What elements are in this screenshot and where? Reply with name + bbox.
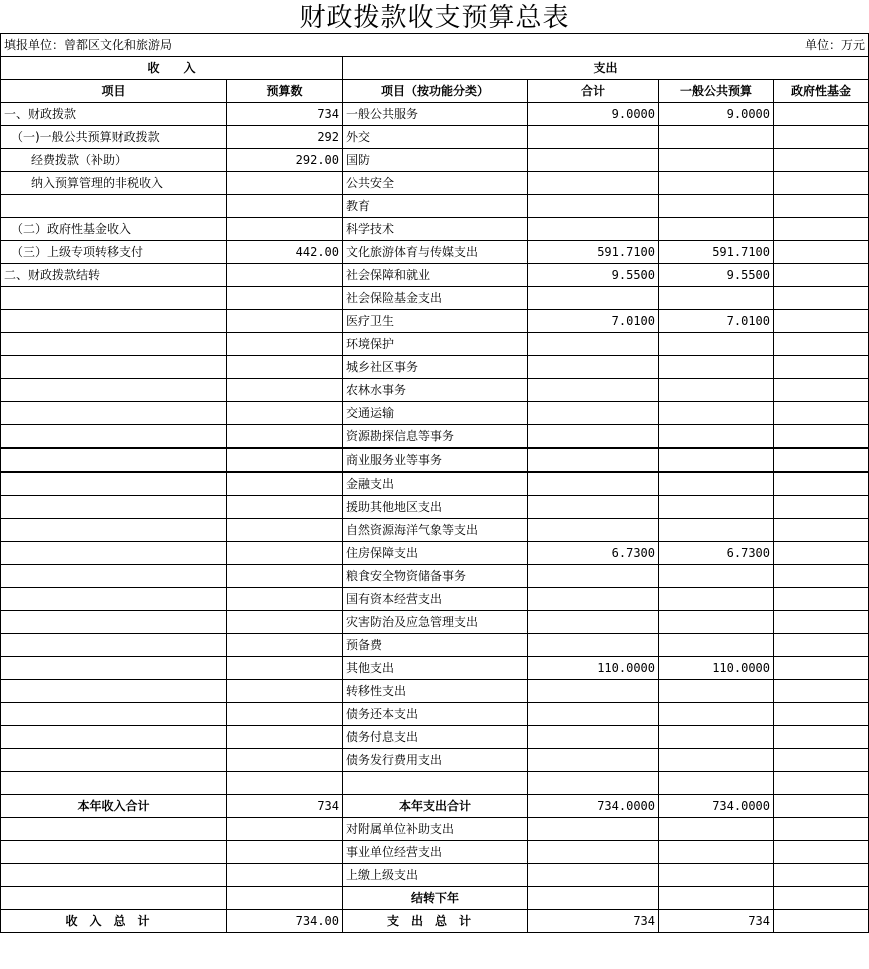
income-value-cell: 734 bbox=[227, 103, 343, 126]
table-row bbox=[1, 749, 869, 772]
income-item-cell bbox=[1, 333, 227, 356]
income-item-cell bbox=[1, 542, 227, 565]
expense-fund-cell bbox=[774, 703, 869, 726]
income-value-cell bbox=[227, 542, 343, 565]
expense-item-cell: 住房保障支出 bbox=[343, 542, 528, 565]
table-row bbox=[1, 611, 869, 634]
column-header-row bbox=[1, 80, 869, 103]
expense-total-cell bbox=[528, 887, 659, 910]
expense-total-cell bbox=[528, 379, 659, 402]
income-value-cell bbox=[227, 657, 343, 680]
expense-general-cell bbox=[659, 496, 774, 519]
expense-total-cell: 9.5500 bbox=[528, 264, 659, 287]
expense-total-cell bbox=[528, 425, 659, 449]
col-header-budget: 预算数 bbox=[227, 80, 343, 103]
expense-general-cell bbox=[659, 772, 774, 795]
expense-total-cell bbox=[528, 496, 659, 519]
year-income-total-label: 本年收入合计 bbox=[1, 795, 227, 818]
expense-item-cell: 科学技术 bbox=[343, 218, 528, 241]
expense-item-cell: 转移性支出 bbox=[343, 680, 528, 703]
income-item-cell bbox=[1, 519, 227, 542]
info-row bbox=[1, 34, 869, 57]
expense-total-cell bbox=[528, 565, 659, 588]
expense-general-cell bbox=[659, 402, 774, 425]
expense-general-cell bbox=[659, 149, 774, 172]
expense-general-cell bbox=[659, 425, 774, 449]
income-value-cell bbox=[227, 519, 343, 542]
expense-general-cell bbox=[659, 726, 774, 749]
income-item-cell: 经费拨款（补助） bbox=[1, 149, 227, 172]
income-value-cell bbox=[227, 864, 343, 887]
expense-fund-cell bbox=[774, 448, 869, 472]
income-item-cell bbox=[1, 287, 227, 310]
table-row bbox=[1, 680, 869, 703]
expense-fund-cell bbox=[774, 379, 869, 402]
income-value-cell: 292.00 bbox=[227, 149, 343, 172]
income-value-cell bbox=[227, 680, 343, 703]
expense-general-cell bbox=[659, 287, 774, 310]
income-item-cell: 纳入预算管理的非税收入 bbox=[1, 172, 227, 195]
expense-total-cell: 7.0100 bbox=[528, 310, 659, 333]
income-value-cell bbox=[227, 356, 343, 379]
expense-total-cell bbox=[528, 126, 659, 149]
expense-total-cell bbox=[528, 864, 659, 887]
table-row bbox=[1, 218, 869, 241]
expense-general-cell bbox=[659, 333, 774, 356]
table-row bbox=[1, 195, 869, 218]
expense-general-cell bbox=[659, 749, 774, 772]
income-item-cell bbox=[1, 402, 227, 425]
table-row bbox=[1, 264, 869, 287]
expense-item-cell: 国有资本经营支出 bbox=[343, 588, 528, 611]
expense-header: 支出 bbox=[343, 57, 869, 80]
expense-fund-cell bbox=[774, 588, 869, 611]
table-row bbox=[1, 402, 869, 425]
table-row bbox=[1, 379, 869, 402]
expense-item-cell: 灾害防治及应急管理支出 bbox=[343, 611, 528, 634]
table-row bbox=[1, 149, 869, 172]
income-item-cell bbox=[1, 841, 227, 864]
income-value-cell bbox=[227, 379, 343, 402]
expense-general-cell bbox=[659, 379, 774, 402]
expense-total-cell: 591.7100 bbox=[528, 241, 659, 264]
income-item-cell bbox=[1, 634, 227, 657]
expense-general-cell bbox=[659, 588, 774, 611]
expense-fund-cell bbox=[774, 103, 869, 126]
expense-item-cell: 事业单位经营支出 bbox=[343, 841, 528, 864]
expense-item-cell: 援助其他地区支出 bbox=[343, 496, 528, 519]
expense-fund-cell bbox=[774, 356, 869, 379]
unit-label: 单位：万元 bbox=[528, 34, 869, 57]
expense-total-cell bbox=[528, 519, 659, 542]
expense-fund-cell bbox=[774, 149, 869, 172]
income-item-cell bbox=[1, 680, 227, 703]
grand-expense-total-value: 734 bbox=[528, 910, 659, 933]
expense-item-cell: 交通运输 bbox=[343, 402, 528, 425]
income-item-cell: （二）政府性基金收入 bbox=[1, 218, 227, 241]
expense-item-cell: 城乡社区事务 bbox=[343, 356, 528, 379]
expense-total-cell bbox=[528, 749, 659, 772]
grand-expense-total-label: 支出总计 bbox=[343, 910, 528, 933]
expense-general-cell bbox=[659, 634, 774, 657]
expense-fund-cell bbox=[774, 425, 869, 449]
expense-general-cell bbox=[659, 887, 774, 910]
expense-general-cell bbox=[659, 680, 774, 703]
table-row bbox=[1, 565, 869, 588]
expense-total-cell bbox=[528, 818, 659, 841]
income-value-cell bbox=[227, 588, 343, 611]
expense-item-cell bbox=[343, 772, 528, 795]
table-row bbox=[1, 126, 869, 149]
expense-general-cell bbox=[659, 195, 774, 218]
expense-general-cell bbox=[659, 611, 774, 634]
expense-fund-cell bbox=[774, 611, 869, 634]
table-row bbox=[1, 356, 869, 379]
expense-fund-cell bbox=[774, 634, 869, 657]
col-header-total: 合计 bbox=[528, 80, 659, 103]
expense-item-cell: 金融支出 bbox=[343, 472, 528, 496]
expense-item-cell: 粮食安全物资储备事务 bbox=[343, 565, 528, 588]
table-row bbox=[1, 703, 869, 726]
table-row bbox=[1, 634, 869, 657]
col-header-expense-item: 项目（按功能分类） bbox=[343, 80, 528, 103]
expense-item-cell: 债务发行费用支出 bbox=[343, 749, 528, 772]
income-item-cell bbox=[1, 772, 227, 795]
income-item-cell bbox=[1, 726, 227, 749]
grand-expense-fund-value bbox=[774, 910, 869, 933]
expense-item-cell: 商业服务业等事务 bbox=[343, 448, 528, 472]
expense-item-cell: 自然资源海洋气象等支出 bbox=[343, 519, 528, 542]
carry-forward-row bbox=[1, 887, 869, 910]
expense-total-cell bbox=[528, 726, 659, 749]
income-item-cell bbox=[1, 310, 227, 333]
expense-total-cell bbox=[528, 611, 659, 634]
col-header-fund: 政府性基金 bbox=[774, 80, 869, 103]
expense-item-cell: 资源勘探信息等事务 bbox=[343, 425, 528, 449]
expense-general-cell bbox=[659, 356, 774, 379]
grand-total-row bbox=[1, 910, 869, 933]
expense-fund-cell bbox=[774, 726, 869, 749]
income-value-cell bbox=[227, 402, 343, 425]
income-item-cell bbox=[1, 496, 227, 519]
income-value-cell bbox=[227, 448, 343, 472]
table-row bbox=[1, 519, 869, 542]
income-item-cell bbox=[1, 887, 227, 910]
income-item-cell bbox=[1, 611, 227, 634]
income-item-cell bbox=[1, 379, 227, 402]
filler-unit: 填报单位：曾都区文化和旅游局 bbox=[1, 34, 528, 57]
year-expense-general-value: 734.0000 bbox=[659, 795, 774, 818]
year-expense-total-label: 本年支出合计 bbox=[343, 795, 528, 818]
expense-general-cell: 9.0000 bbox=[659, 103, 774, 126]
table-row bbox=[1, 172, 869, 195]
table-row bbox=[1, 310, 869, 333]
expense-total-cell bbox=[528, 448, 659, 472]
income-item-cell bbox=[1, 448, 227, 472]
budget-table-body bbox=[1, 34, 869, 933]
expense-item-cell: 外交 bbox=[343, 126, 528, 149]
section-header-row bbox=[1, 57, 869, 80]
expense-general-cell bbox=[659, 448, 774, 472]
income-value-cell bbox=[227, 218, 343, 241]
table-row bbox=[1, 818, 869, 841]
table-row bbox=[1, 657, 869, 680]
income-value-cell bbox=[227, 726, 343, 749]
income-value-cell bbox=[227, 703, 343, 726]
expense-general-cell bbox=[659, 703, 774, 726]
expense-fund-cell bbox=[774, 496, 869, 519]
expense-total-cell bbox=[528, 402, 659, 425]
table-row bbox=[1, 542, 869, 565]
budget-table bbox=[0, 33, 869, 933]
expense-item-cell: 国防 bbox=[343, 149, 528, 172]
income-item-cell bbox=[1, 356, 227, 379]
income-value-cell: 292 bbox=[227, 126, 343, 149]
expense-fund-cell bbox=[774, 542, 869, 565]
year-expense-fund-value bbox=[774, 795, 869, 818]
expense-general-cell bbox=[659, 218, 774, 241]
expense-fund-cell bbox=[774, 402, 869, 425]
expense-item-cell: 环境保护 bbox=[343, 333, 528, 356]
income-item-cell bbox=[1, 749, 227, 772]
expense-fund-cell bbox=[774, 333, 869, 356]
income-item-cell bbox=[1, 565, 227, 588]
expense-total-cell: 110.0000 bbox=[528, 657, 659, 680]
grand-income-total-value: 734.00 bbox=[227, 910, 343, 933]
expense-item-cell: 社会保障和就业 bbox=[343, 264, 528, 287]
expense-total-cell bbox=[528, 172, 659, 195]
year-total-row bbox=[1, 795, 869, 818]
expense-item-cell: 上缴上级支出 bbox=[343, 864, 528, 887]
income-value-cell bbox=[227, 565, 343, 588]
grand-expense-general-value: 734 bbox=[659, 910, 774, 933]
expense-general-cell: 591.7100 bbox=[659, 241, 774, 264]
income-value-cell bbox=[227, 772, 343, 795]
expense-total-cell: 9.0000 bbox=[528, 103, 659, 126]
expense-total-cell bbox=[528, 356, 659, 379]
income-item-cell bbox=[1, 703, 227, 726]
table-row bbox=[1, 448, 869, 472]
expense-total-cell bbox=[528, 333, 659, 356]
expense-general-cell: 6.7300 bbox=[659, 542, 774, 565]
expense-item-cell: 预备费 bbox=[343, 634, 528, 657]
expense-general-cell: 7.0100 bbox=[659, 310, 774, 333]
expense-general-cell bbox=[659, 818, 774, 841]
expense-general-cell bbox=[659, 472, 774, 496]
expense-general-cell bbox=[659, 519, 774, 542]
income-value-cell bbox=[227, 172, 343, 195]
table-row bbox=[1, 472, 869, 496]
income-item-cell bbox=[1, 864, 227, 887]
income-value-cell bbox=[227, 887, 343, 910]
table-row bbox=[1, 103, 869, 126]
table-row bbox=[1, 333, 869, 356]
expense-general-cell: 9.5500 bbox=[659, 264, 774, 287]
expense-fund-cell bbox=[774, 749, 869, 772]
expense-fund-cell bbox=[774, 218, 869, 241]
expense-general-cell bbox=[659, 126, 774, 149]
expense-item-cell: 其他支出 bbox=[343, 657, 528, 680]
table-row bbox=[1, 772, 869, 795]
expense-total-cell bbox=[528, 588, 659, 611]
expense-fund-cell bbox=[774, 657, 869, 680]
expense-general-cell bbox=[659, 864, 774, 887]
page-title: 财政拨款收支预算总表 bbox=[299, 3, 570, 33]
income-value-cell bbox=[227, 841, 343, 864]
income-item-cell bbox=[1, 472, 227, 496]
expense-total-cell bbox=[528, 680, 659, 703]
expense-item-cell: 社会保险基金支出 bbox=[343, 287, 528, 310]
expense-fund-cell bbox=[774, 264, 869, 287]
expense-item-cell: 一般公共服务 bbox=[343, 103, 528, 126]
income-value-cell bbox=[227, 425, 343, 449]
income-value-cell bbox=[227, 310, 343, 333]
expense-fund-cell bbox=[774, 887, 869, 910]
expense-general-cell bbox=[659, 172, 774, 195]
expense-fund-cell bbox=[774, 680, 869, 703]
expense-item-cell: 教育 bbox=[343, 195, 528, 218]
col-header-income-item: 项目 bbox=[1, 80, 227, 103]
year-expense-total-value: 734.0000 bbox=[528, 795, 659, 818]
expense-fund-cell bbox=[774, 195, 869, 218]
income-value-cell bbox=[227, 472, 343, 496]
expense-total-cell bbox=[528, 772, 659, 795]
expense-item-cell: 对附属单位补助支出 bbox=[343, 818, 528, 841]
table-row bbox=[1, 496, 869, 519]
expense-total-cell bbox=[528, 218, 659, 241]
table-row bbox=[1, 726, 869, 749]
expense-fund-cell bbox=[774, 772, 869, 795]
expense-fund-cell bbox=[774, 864, 869, 887]
income-value-cell bbox=[227, 287, 343, 310]
col-header-general: 一般公共预算 bbox=[659, 80, 774, 103]
year-income-total-value: 734 bbox=[227, 795, 343, 818]
income-value-cell bbox=[227, 496, 343, 519]
expense-item-cell: 债务还本支出 bbox=[343, 703, 528, 726]
table-row bbox=[1, 287, 869, 310]
expense-fund-cell bbox=[774, 565, 869, 588]
expense-fund-cell bbox=[774, 126, 869, 149]
expense-total-cell: 6.7300 bbox=[528, 542, 659, 565]
expense-fund-cell bbox=[774, 841, 869, 864]
income-item-cell bbox=[1, 195, 227, 218]
expense-total-cell bbox=[528, 634, 659, 657]
expense-item-cell: 债务付息支出 bbox=[343, 726, 528, 749]
table-row bbox=[1, 588, 869, 611]
expense-fund-cell bbox=[774, 241, 869, 264]
expense-general-cell: 110.0000 bbox=[659, 657, 774, 680]
income-item-cell bbox=[1, 588, 227, 611]
expense-item-cell: 医疗卫生 bbox=[343, 310, 528, 333]
table-row bbox=[1, 841, 869, 864]
table-row bbox=[1, 241, 869, 264]
income-value-cell: 442.00 bbox=[227, 241, 343, 264]
expense-fund-cell bbox=[774, 287, 869, 310]
income-header: 收 入 bbox=[1, 57, 343, 80]
expense-fund-cell bbox=[774, 172, 869, 195]
expense-fund-cell bbox=[774, 519, 869, 542]
table-row bbox=[1, 425, 869, 449]
income-value-cell bbox=[227, 264, 343, 287]
carry-forward-label: 结转下年 bbox=[343, 887, 528, 910]
income-value-cell bbox=[227, 749, 343, 772]
expense-general-cell bbox=[659, 565, 774, 588]
income-item-cell: 二、财政拨款结转 bbox=[1, 264, 227, 287]
income-value-cell bbox=[227, 611, 343, 634]
expense-total-cell bbox=[528, 195, 659, 218]
table-row bbox=[1, 864, 869, 887]
income-item-cell: （一)一般公共预算财政拨款 bbox=[1, 126, 227, 149]
grand-income-total-label: 收入总计 bbox=[1, 910, 227, 933]
expense-general-cell bbox=[659, 841, 774, 864]
expense-item-cell: 公共安全 bbox=[343, 172, 528, 195]
expense-total-cell bbox=[528, 287, 659, 310]
expense-total-cell bbox=[528, 703, 659, 726]
expense-total-cell bbox=[528, 472, 659, 496]
expense-fund-cell bbox=[774, 310, 869, 333]
income-item-cell bbox=[1, 425, 227, 449]
income-value-cell bbox=[227, 195, 343, 218]
expense-item-cell: 文化旅游体育与传媒支出 bbox=[343, 241, 528, 264]
expense-item-cell: 农林水事务 bbox=[343, 379, 528, 402]
income-item-cell: 一、财政拨款 bbox=[1, 103, 227, 126]
income-item-cell bbox=[1, 818, 227, 841]
expense-total-cell bbox=[528, 149, 659, 172]
expense-total-cell bbox=[528, 841, 659, 864]
income-value-cell bbox=[227, 634, 343, 657]
income-item-cell bbox=[1, 657, 227, 680]
income-item-cell: （三）上级专项转移支付 bbox=[1, 241, 227, 264]
expense-fund-cell bbox=[774, 818, 869, 841]
income-value-cell bbox=[227, 818, 343, 841]
income-value-cell bbox=[227, 333, 343, 356]
expense-fund-cell bbox=[774, 472, 869, 496]
